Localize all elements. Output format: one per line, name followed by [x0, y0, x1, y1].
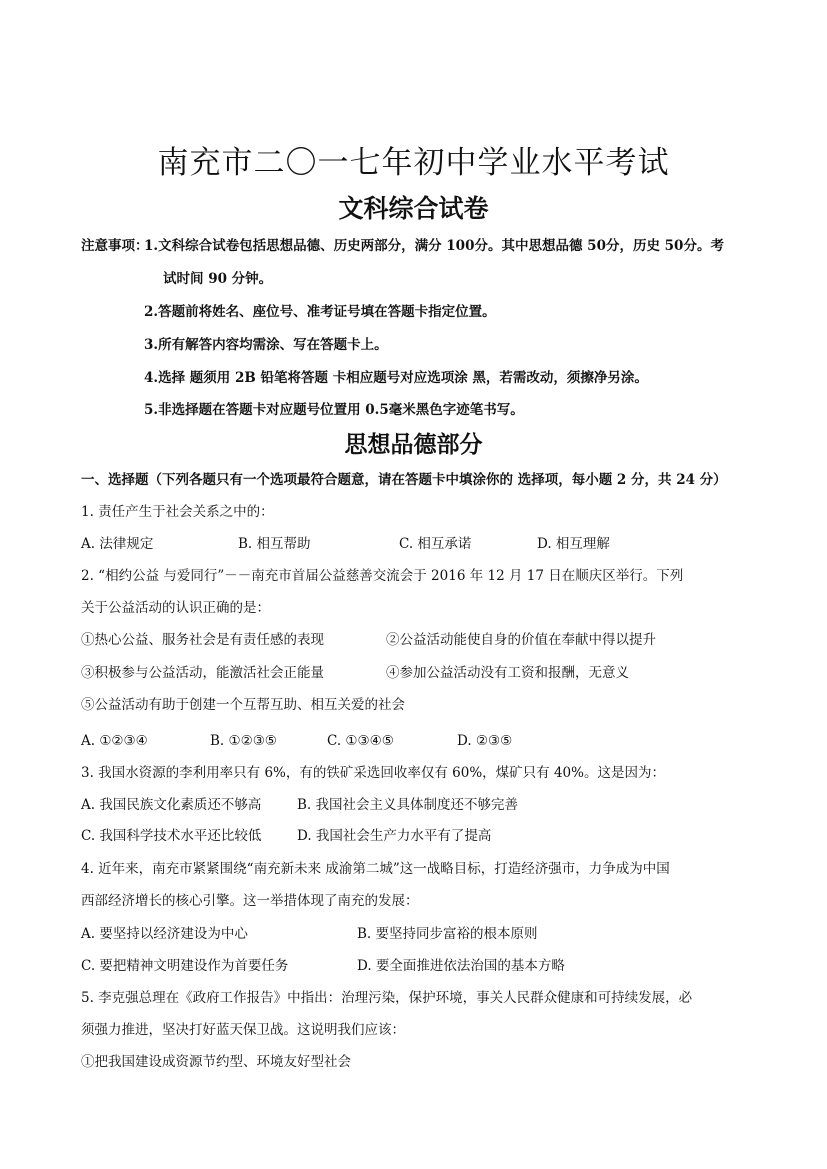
question-1-option-a: A. 法律规定	[81, 536, 154, 552]
question-4-option-d: D. 要全面推进依法治国的基本方略	[357, 958, 565, 974]
question-5-statement-1: ①把我国建设成资源节约型、环境友好型社会	[81, 1054, 351, 1070]
question-1-option-d: D. 相互理解	[537, 536, 610, 552]
question-4-option-b: B. 要坚持同步富裕的根本原则	[357, 926, 538, 942]
question-2-option-c: C. ①③④⑤	[327, 733, 394, 749]
question-3-option-c: C. 我国科学技术水平还比较低	[81, 828, 262, 844]
question-3-stem: 3. 我国水资源的李利用率只有 6%，有的铁矿采选回收率仅有 60%，煤矿只有 40%。这是因为：	[81, 765, 665, 781]
question-1-option-c: C. 相互承诺	[399, 536, 472, 552]
question-2-statement-4: ④参加公益活动没有工资和报酬，无意义	[386, 665, 629, 681]
question-1-stem: 1. 责任产生于社会关系之中的：	[81, 504, 274, 520]
section-title: 思想品德部分	[344, 431, 483, 458]
question-2-stem: 2. “相约公益 与爱同行”－－南充市首届公益慈善交流会于 2016 年 12 月 17 日在顺庆区举行。下列	[81, 568, 684, 584]
question-2-stem-cont: 关于公益活动的认识正确的是：	[81, 600, 270, 616]
notice-item-1-cont: 试时间 90 分钟。	[163, 271, 273, 287]
question-2-option-d: D. ②③⑤	[457, 733, 513, 749]
question-2-statement-3: ③积极参与公益活动，能激活社会正能量	[81, 665, 324, 681]
question-1-option-b: B. 相互帮助	[238, 536, 311, 552]
question-4-stem-cont: 西部经济增长的核心引擎。这一举措体现了南充的发展：	[81, 893, 419, 909]
question-2-statement-1: ①热心公益、服务社会是有责任感的表现	[81, 632, 324, 648]
question-5-stem: 5. 李克强总理在《政府工作报告》中指出：治理污染，保护环境，事关人民群众健康和可持续发展，必	[81, 990, 693, 1006]
part-heading: 一、选择题（下列各题只有一个选项最符合题意，请在答题卡中填涂你的 选择项，每小题 2 分，共 24 分）	[81, 472, 727, 488]
question-3-option-b: B. 我国社会主义具体制度还不够完善	[297, 797, 519, 813]
question-3-option-d: D. 我国社会生产力水平有了提高	[297, 828, 492, 844]
exam-title: 南充市二〇一七年初中学业水平考试	[157, 145, 670, 181]
notice-item-2: 2.答题前将姓名、座位号、准考证号填在答题卡指定位置。	[144, 304, 496, 320]
question-2-statement-2: ②公益活动能使自身的价值在奉献中得以提升	[386, 632, 656, 648]
question-4-option-c: C. 要把精神文明建设作为首要任务	[81, 958, 289, 974]
question-3-option-a: A. 我国民族文化素质还不够高	[81, 797, 262, 813]
question-2-option-a: A. ①②③④	[81, 733, 148, 749]
notice-item-5: 5.非选择题在答题卡对应题号位置用 0.5毫米黑色字迹笔书写。	[144, 402, 524, 418]
question-2-option-b: B. ①②③⑤	[210, 733, 277, 749]
exam-subtitle: 文科综合试卷	[338, 194, 489, 223]
question-2-statement-5: ⑤公益活动有助于创建一个互帮互助、相互关爱的社会	[81, 697, 405, 713]
question-4-stem: 4. 近年来，南充市紧紧围绕“南充新未来 成渝第二城”这一战略目标，打造经济强市，力争成为中国	[81, 861, 670, 877]
notice-label: 注意事项：	[81, 238, 149, 254]
notice-item-4: 4.选择 题须用 2B 铅笔将答题 卡相应题号对应选项涂 黑，若需改动，须擦净另涂。	[144, 370, 648, 386]
notice-item-1: 1.文科综合试卷包括思想品德、历史两部分，满分 100分。其中思想品德 50分，历史 50分。考	[144, 238, 724, 254]
notice-item-3: 3.所有解答内容均需涂、写在答题卡上。	[144, 337, 388, 353]
question-5-stem-cont: 须强力推进，坚决打好蓝天保卫战。这说明我们应该：	[81, 1022, 405, 1038]
question-4-option-a: A. 要坚持以经济建设为中心	[81, 926, 248, 942]
